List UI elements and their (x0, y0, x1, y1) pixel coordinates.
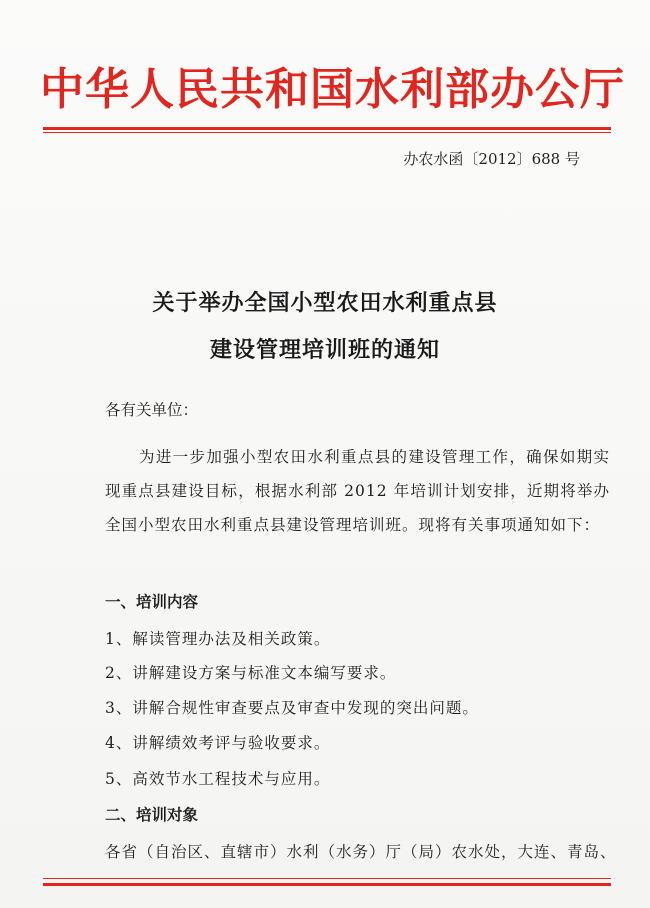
training-targets-text: 各省（自治区、直辖市）水利（水务）厅（局）农水处，大连、青岛、 (105, 843, 617, 861)
section-heading-training-targets: 二、培训对象 (105, 806, 199, 824)
section-heading-training-content: 一、培训内容 (105, 593, 199, 611)
salutation: 各有关单位： (105, 401, 199, 419)
document-number: 办农水函〔2012〕688 号 (403, 150, 580, 168)
letterhead-rule-thick (43, 127, 611, 130)
letterhead-rule-thin (43, 132, 611, 133)
notice-title-line1: 关于举办全国小型农田水利重点县 (152, 291, 498, 316)
footer-rule-thin (43, 878, 611, 879)
list-item: 1、解读管理办法及相关政策。 (105, 630, 331, 648)
footer-rule-thick (43, 883, 611, 886)
letterhead-issuer: 中华人民共和国水利部办公厅 (40, 64, 625, 115)
notice-title-line2: 建设管理培训班的通知 (209, 338, 440, 363)
list-item: 5、高效节水工程技术与应用。 (105, 770, 331, 788)
list-item: 4、讲解绩效考评与验收要求。 (105, 734, 331, 752)
intro-paragraph: 为进一步加强小型农田水利重点县的建设管理工作，确保如期实现重点县建设目标，根据水利部 2012 年培训计划安排，近期将举办全国小型农田水利重点县建设管理培训班。现将有关事项通知如下： (105, 448, 610, 534)
list-item: 2、讲解建设方案与标准文本编写要求。 (105, 664, 397, 682)
list-item: 3、讲解合规性审查要点及审查中发现的突出问题。 (105, 699, 479, 717)
